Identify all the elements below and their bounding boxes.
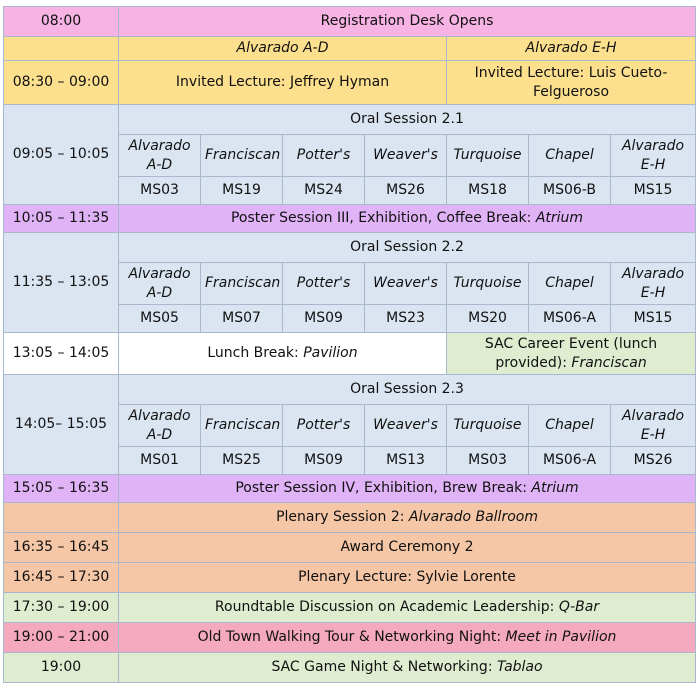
- speaker-name: Jeffrey Hyman: [289, 74, 390, 90]
- speaker-name: Luis Cueto-Felgueroso: [532, 64, 668, 100]
- session-code: MS06-A: [529, 305, 611, 333]
- time-cell: 10:05 – 11:35: [4, 205, 119, 233]
- oral-session-title-row: [4, 233, 696, 263]
- session-code: MS23: [365, 305, 447, 333]
- time-cell: 17:30 – 19:00: [4, 593, 119, 623]
- event-text: SAC Career Event (lunch provided):: [484, 335, 658, 371]
- room-cell: Potter's: [283, 135, 365, 177]
- event-text: Poster Session III, Exhibition, Coffee Break:: [230, 210, 536, 226]
- room-cell: Chapel: [529, 405, 611, 447]
- room-cell: Alvarado A-D: [119, 405, 201, 447]
- room-cell: Franciscan: [201, 263, 283, 305]
- session-code: MS13: [365, 447, 447, 475]
- time-cell: 19:00: [4, 653, 119, 683]
- time-cell: 16:45 – 17:30: [4, 563, 119, 593]
- time-cell: 09:05 – 10:05: [4, 105, 119, 205]
- session-code: MS05: [119, 305, 201, 333]
- event-prefix: Invited Lecture:: [175, 74, 290, 90]
- invited-rooms-row: [4, 37, 696, 61]
- event-text: Lunch Break:: [207, 345, 304, 361]
- room-cell: Chapel: [529, 263, 611, 305]
- event-cell: [119, 503, 696, 533]
- session-title: Oral Session 2.1: [119, 105, 696, 135]
- event-cell: [119, 475, 696, 503]
- room-cell: Alvarado E-H: [611, 135, 696, 177]
- event-place: Atrium: [531, 480, 579, 496]
- session-title: Oral Session 2.2: [119, 233, 696, 263]
- time-cell: 19:00 – 21:00: [4, 623, 119, 653]
- event-cell: [119, 61, 447, 105]
- roundtable-row: [4, 593, 696, 623]
- event-cell: [119, 205, 696, 233]
- session-code: MS25: [201, 447, 283, 475]
- room-cell: Alvarado E-H: [611, 405, 696, 447]
- oral-session-title-row: [4, 105, 696, 135]
- game-night-row: [4, 653, 696, 683]
- session-code: MS06-A: [529, 447, 611, 475]
- room-cell: Alvarado A-D: [119, 135, 201, 177]
- session-code: MS06-B: [529, 177, 611, 205]
- session-code: MS26: [611, 447, 696, 475]
- event-place: Meet in Pavilion: [505, 629, 617, 645]
- plenary-lecture-row: [4, 563, 696, 593]
- event-place: Atrium: [535, 210, 584, 226]
- time-cell: 14:05– 15:05: [4, 375, 119, 475]
- room-cell: Turquoise: [447, 405, 529, 447]
- event-cell: [119, 333, 447, 375]
- event-place: Alvarado Ballroom: [408, 509, 538, 525]
- room-cell: Weaver's: [365, 405, 447, 447]
- event-place: Tablao: [496, 659, 543, 675]
- event-text: Old Town Walking Tour & Networking Night:: [197, 629, 506, 645]
- time-cell: 11:35 – 13:05: [4, 233, 119, 333]
- event-text: Poster Session IV, Exhibition, Brew Break:: [235, 480, 532, 496]
- event-cell: [447, 333, 696, 375]
- room-cell: Alvarado A-D: [119, 37, 447, 61]
- session-code: MS18: [447, 177, 529, 205]
- session-code: MS19: [201, 177, 283, 205]
- room-cell: Potter's: [283, 405, 365, 447]
- room-cell: Potter's: [283, 263, 365, 305]
- event-text: SAC Game Night & Networking:: [271, 659, 497, 675]
- registration-row: [4, 7, 696, 37]
- time-cell: [4, 37, 119, 61]
- event-cell: [447, 61, 696, 105]
- event-place: Franciscan: [571, 354, 647, 371]
- event-cell: Award Ceremony 2: [119, 533, 696, 563]
- room-cell: Alvarado E-H: [447, 37, 696, 61]
- session-code: MS07: [201, 305, 283, 333]
- invited-lecture-row: [4, 61, 696, 105]
- event-cell: Registration Desk Opens: [119, 7, 696, 37]
- event-place: Pavilion: [303, 345, 358, 361]
- time-cell: 15:05 – 16:35: [4, 475, 119, 503]
- oral-session-title-row: [4, 375, 696, 405]
- room-cell: Franciscan: [201, 405, 283, 447]
- time-cell: [4, 503, 119, 533]
- room-cell: Weaver's: [365, 263, 447, 305]
- session-code: MS26: [365, 177, 447, 205]
- session-code: MS09: [283, 305, 365, 333]
- room-cell: Franciscan: [201, 135, 283, 177]
- poster-session-row: [4, 205, 696, 233]
- time-cell: 16:35 – 16:45: [4, 533, 119, 563]
- event-cell: [119, 593, 696, 623]
- event-prefix: Invited Lecture:: [474, 64, 589, 81]
- event-text: Plenary Session 2:: [276, 509, 409, 525]
- plenary-session-row: [4, 503, 696, 533]
- room-cell: Alvarado E-H: [611, 263, 696, 305]
- room-cell: Turquoise: [447, 135, 529, 177]
- event-cell: [119, 653, 696, 683]
- event-cell: [119, 623, 696, 653]
- time-cell: 08:00: [4, 7, 119, 37]
- session-code: MS15: [611, 305, 696, 333]
- session-code: MS01: [119, 447, 201, 475]
- event-text: Roundtable Discussion on Academic Leadership:: [214, 599, 559, 615]
- poster-session-row: [4, 475, 696, 503]
- walking-tour-row: [4, 623, 696, 653]
- room-cell: Alvarado A-D: [119, 263, 201, 305]
- session-code: MS03: [119, 177, 201, 205]
- session-title: Oral Session 2.3: [119, 375, 696, 405]
- session-code: MS09: [283, 447, 365, 475]
- session-code: MS15: [611, 177, 696, 205]
- award-row: [4, 533, 696, 563]
- room-cell: Turquoise: [447, 263, 529, 305]
- session-code: MS03: [447, 447, 529, 475]
- event-place: Q-Bar: [558, 599, 600, 615]
- session-code: MS20: [447, 305, 529, 333]
- room-cell: Weaver's: [365, 135, 447, 177]
- session-code: MS24: [283, 177, 365, 205]
- room-cell: Chapel: [529, 135, 611, 177]
- lunch-row: [4, 333, 696, 375]
- schedule-table: [3, 6, 696, 683]
- time-cell: 13:05 – 14:05: [4, 333, 119, 375]
- time-cell: 08:30 – 09:00: [4, 61, 119, 105]
- event-cell: Plenary Lecture: Sylvie Lorente: [119, 563, 696, 593]
